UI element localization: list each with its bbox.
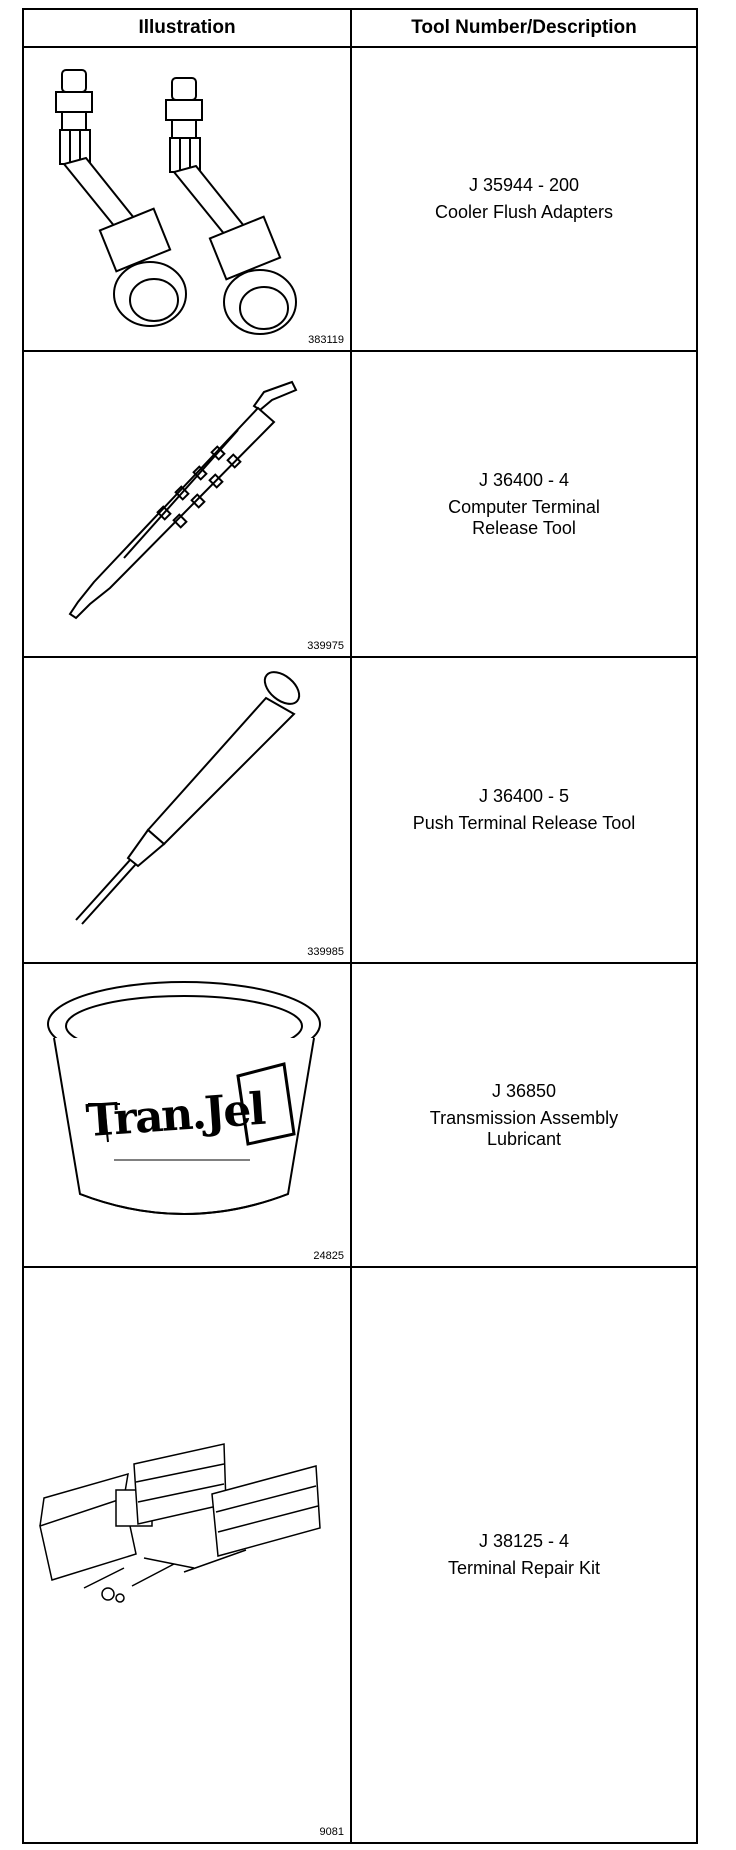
terminal-release-tool-illustration bbox=[24, 352, 350, 656]
figure-number: 339985 bbox=[307, 946, 344, 958]
tool-description: Cooler Flush Adapters bbox=[434, 202, 614, 222]
figure-number: 383119 bbox=[308, 334, 344, 346]
tool-description-line-1: Transmission Assembly bbox=[429, 1107, 619, 1128]
tub-label-text: Tran.Jel bbox=[84, 1083, 266, 1148]
cooler-flush-adapters-illustration bbox=[24, 48, 350, 350]
table-row bbox=[24, 964, 696, 1268]
header-illustration: Illustration bbox=[138, 17, 236, 38]
tool-description: Terminal Repair Kit bbox=[447, 1558, 601, 1578]
figure-number: 24825 bbox=[313, 1250, 344, 1262]
tool-description: Push Terminal Release Tool bbox=[412, 813, 636, 833]
table-row bbox=[24, 48, 696, 352]
tool-number: J 36850 bbox=[491, 1080, 557, 1101]
tool-description-cell bbox=[352, 1268, 696, 1842]
table-row bbox=[24, 1268, 696, 1842]
tool-number: J 38125 - 4 bbox=[478, 1531, 570, 1551]
tool-number: J 36400 - 4 bbox=[478, 469, 570, 490]
special-tools-table bbox=[22, 8, 698, 1844]
tool-description-cell bbox=[352, 48, 696, 350]
terminal-repair-kit-illustration bbox=[24, 1268, 350, 1842]
tool-number: J 36400 - 5 bbox=[478, 786, 570, 806]
tool-number: J 35944 - 200 bbox=[468, 175, 580, 195]
tool-description-line-2: Release Tool bbox=[472, 517, 576, 538]
tool-description-line-2: Lubricant bbox=[486, 1128, 562, 1149]
table-row bbox=[24, 352, 696, 658]
table-header bbox=[24, 10, 696, 48]
header-tool-number-description: Tool Number/Description bbox=[411, 17, 637, 38]
figure-number: 339975 bbox=[307, 640, 344, 652]
lubricant-tub-illustration bbox=[24, 964, 350, 1266]
tool-description-cell bbox=[352, 658, 696, 962]
tool-description-cell bbox=[352, 352, 696, 656]
tool-description-cell bbox=[352, 964, 696, 1266]
tool-description-line-1: Computer Terminal bbox=[448, 496, 600, 517]
figure-number: 9081 bbox=[319, 1826, 344, 1838]
table-row bbox=[24, 658, 696, 964]
push-release-tool-illustration bbox=[24, 658, 350, 962]
